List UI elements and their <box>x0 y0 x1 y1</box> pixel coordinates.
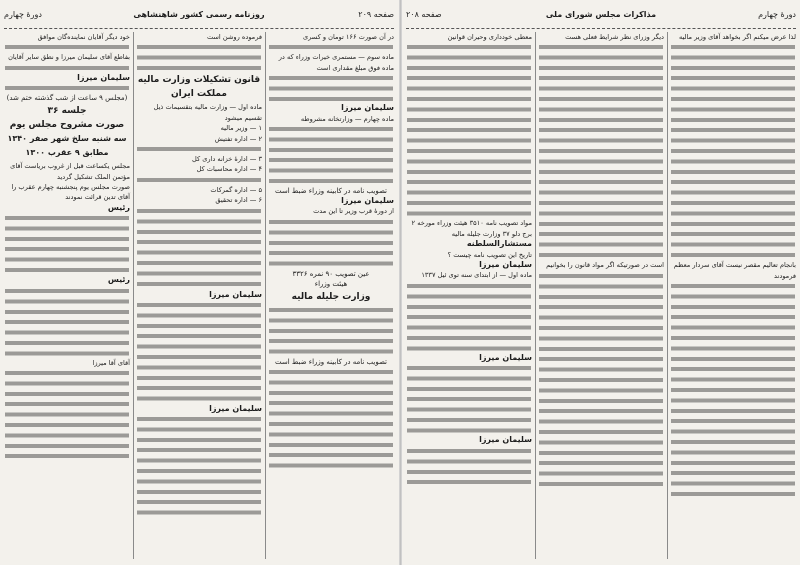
text-lines <box>137 175 261 185</box>
header-rule <box>4 28 394 29</box>
text-paragraph: لذا عرض میکنم اگر بخواهد آقای وزیر مالیه <box>678 33 796 41</box>
speaker-name: سلیمان میرزا <box>209 289 262 299</box>
page-208 <box>402 0 800 565</box>
page-header <box>406 10 796 24</box>
text-paragraph: فرموده روشن است <box>206 33 262 41</box>
session-heading: صورت مشروح مجلس یوم <box>9 120 125 131</box>
session-date: مطابق ۹ عقرب ۱۳۰۰ <box>25 148 109 158</box>
text-paragraph: ماده چهارم — وزارتخانه مشروطه <box>300 114 394 123</box>
text-paragraph: مجلس یکساعت قبل از غروب بریاست آقای مؤتمن الملک تشکیل گردید <box>10 162 130 181</box>
list-item: ۳ — ادارهٔ خزانه داری کل <box>191 155 262 164</box>
text-lines <box>5 286 129 358</box>
text-lines <box>269 124 393 186</box>
page-running-title: روزنامه رسمی کشور شاهنشاهی <box>133 10 265 19</box>
cabinet-label: هیئت وزراء <box>314 279 348 288</box>
text-paragraph: مواد تصویب نامه ۳۵۱۰ هیئت وزراء مورخه ۲ برج دلو ۳۷ وزارت جلیله مالیه <box>411 219 532 238</box>
text-paragraph: بفاطع آقای سلیمان میرزا و نطق سایر آقایان <box>8 53 130 62</box>
page-number: صفحه ۲۰۸ <box>406 10 442 19</box>
text-lines <box>269 217 393 269</box>
text-lines <box>269 367 393 471</box>
text-lines <box>5 83 129 93</box>
text-paragraph: (مجلس ۹ ساعت از شب گذشته ختم شد) <box>6 94 128 103</box>
text-paragraph: معطی خودداری وحیران قوانین <box>447 33 532 41</box>
page-number: صفحه ۲۰۹ <box>358 10 394 19</box>
text-lines <box>407 281 531 353</box>
speaker-name: سلیمان میرزا <box>341 196 394 206</box>
volume-label: دورهٔ چهارم <box>4 10 42 19</box>
list-item: ۱ — وزیر مالیه <box>220 124 262 133</box>
page-header <box>4 10 394 24</box>
column-divider <box>265 32 266 559</box>
text-lines <box>5 213 129 275</box>
text-lines <box>269 305 393 357</box>
text-paragraph: تصویب نامه در کابینه وزراء ضبط است <box>274 187 388 196</box>
text-lines <box>5 368 129 462</box>
text-paragraph: در آن صورت ۱۶۶ تومان و کسری <box>302 33 394 41</box>
column-divider <box>535 32 536 559</box>
page-running-title: مذاکرات مجلس شورای ملی <box>545 10 657 19</box>
text-lines <box>137 144 261 154</box>
column-middle <box>136 32 262 518</box>
list-item: ۵ — اداره گمرکات <box>210 185 262 194</box>
column-left <box>406 32 532 488</box>
text-paragraph: بانجام تعالیم مقصر نیست آقای سردار معظم فرمودند <box>673 261 796 280</box>
speaker-name: سلیمان میرزا <box>479 435 532 445</box>
text-paragraph: صورت مجلس یوم پنجشنبه چهارم عقرب را آقای تدین قرائت نمودند <box>11 183 130 202</box>
speaker-name: مستشارالسلطنه <box>466 239 532 249</box>
session-date: سه شنبه سلخ شهر صفر ۱۳۴۰ <box>7 134 127 144</box>
list-item: ۲ — اداره تفتیش <box>214 134 262 143</box>
text-lines <box>137 206 261 290</box>
column-middle <box>538 32 664 489</box>
text-lines <box>269 42 393 52</box>
text-paragraph: ماده اول — از ابتدای سنه توی ئیل ۱۳۳۷ <box>421 271 532 280</box>
text-paragraph: آقای آقا میرزا <box>92 358 130 367</box>
text-paragraph: است در صورتیکه اگر مواد قانون را بخوانیم <box>546 261 664 270</box>
text-lines <box>407 42 531 218</box>
text-paragraph: ماده سوم — مستمری خیرات وزراء که در ماده فوق مبلغ مقداری است <box>278 53 394 72</box>
text-lines <box>671 42 795 260</box>
volume-label: دورهٔ چهارم <box>758 10 796 19</box>
session-heading: جلسه ۳۶ <box>47 106 87 117</box>
text-paragraph: تاریخ این تصویب نامه چیست ؟ <box>447 250 532 259</box>
text-lines <box>539 42 663 260</box>
column-divider <box>667 32 668 559</box>
text-paragraph: دیگر وزرای نظر شرایط فعلی هست <box>565 33 664 41</box>
speaker-name: سلیمان میرزا <box>77 72 130 82</box>
law-heading: قانون تشکیلات وزارت مالیه <box>137 75 261 86</box>
column-divider <box>133 32 134 559</box>
speaker-name: سلیمان میرزا <box>209 404 262 414</box>
decree-number: عین تصویب ۹۰ نمره ۳۳۲۶ <box>292 269 370 278</box>
section-heading: وزارت جلیله مالیه <box>291 291 371 302</box>
text-paragraph: ماده اول — وزارت مالیه بتقسیمات ذیل تقسیم میشود <box>153 103 262 122</box>
text-lines <box>539 271 663 489</box>
speaker-name: رئیس <box>107 275 130 285</box>
text-lines <box>5 63 129 73</box>
speaker-name: سلیمان میرزا <box>479 260 532 270</box>
speaker-name: سلیمان میرزا <box>479 352 532 362</box>
text-paragraph: از دورهٔ قرب وزیر تا این مدت <box>313 207 394 216</box>
text-lines <box>137 42 261 72</box>
text-lines <box>407 446 531 488</box>
text-lines <box>5 42 129 52</box>
speaker-name: سلیمان میرزا <box>341 103 394 113</box>
text-lines <box>269 73 393 103</box>
text-lines <box>407 363 531 435</box>
header-rule <box>406 28 796 29</box>
text-lines <box>671 281 795 499</box>
list-item: ۴ — اداره محاسبات کل <box>196 165 262 174</box>
text-paragraph: تصویب نامه در کابینه وزراء ضبط است <box>274 357 388 366</box>
law-heading: مملکت ایران <box>170 89 227 100</box>
column-right <box>268 32 394 471</box>
text-lines <box>137 300 261 404</box>
page-209 <box>0 0 398 565</box>
column-right <box>670 32 796 499</box>
speaker-name: رئیس <box>107 202 130 212</box>
text-paragraph: خود دیگر آقایان نماینده‌گان موافق <box>37 33 130 41</box>
column-left <box>4 32 130 462</box>
text-lines <box>137 414 261 518</box>
list-item: ۶ — اداره تحقیق <box>215 196 262 205</box>
